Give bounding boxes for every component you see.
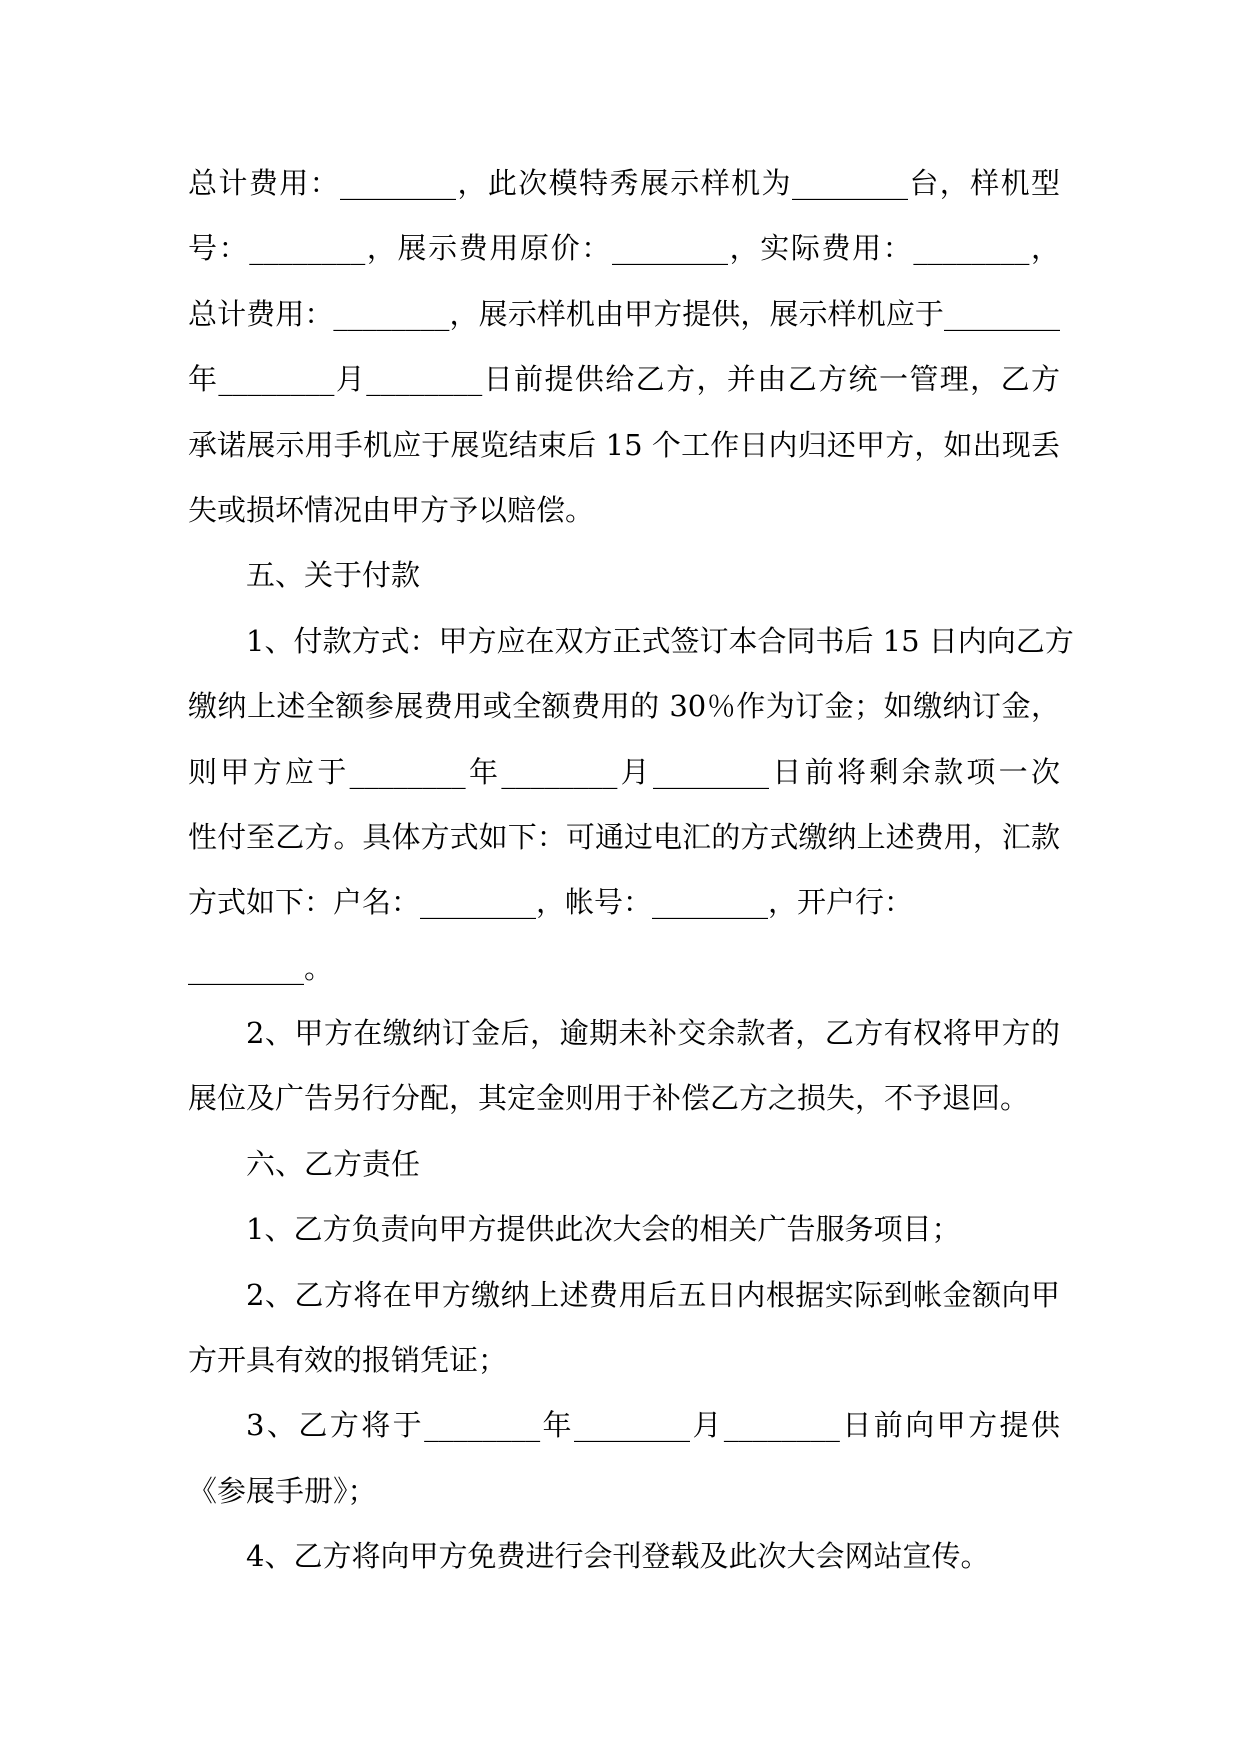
- text-line: 总计费用：________，此次模特秀展示样机为________台，样机型: [188, 166, 1060, 200]
- text-line: 《参展手册》；: [188, 1473, 377, 1508]
- text-line: 2、乙方将在甲方缴纳上述费用后五日内根据实际到帐金额向甲: [246, 1277, 1060, 1312]
- text-line: ________。: [188, 950, 334, 985]
- text-line: 展位及广告另行分配，其定金则用于补偿乙方之损失，不予退回。: [188, 1081, 1030, 1116]
- text-line: 则甲方应于________年________月________日前将剩余款项一次: [188, 754, 1060, 789]
- section-heading-party-b-duties: 六、乙方责任: [246, 1146, 421, 1181]
- text-line: 年________月________日前提供给乙方，并由乙方统一管理，乙方: [188, 362, 1060, 397]
- text-line: 承诺展示用手机应于展览结束后 15 个工作日内归还甲方，如出现丢: [188, 427, 1060, 462]
- text-line: 总计费用：________，展示样机由甲方提供，展示样机应于________: [188, 296, 1060, 331]
- text-line: 号：________，展示费用原价：________，实际费用：________，: [188, 231, 1060, 266]
- text-line: 1、乙方负责向甲方提供此次大会的相关广告服务项目；: [246, 1212, 961, 1247]
- text-line: 性付至乙方。具体方式如下：可通过电汇的方式缴纳上述费用，汇款: [188, 819, 1060, 854]
- text-line: 缴纳上述全额参展费用或全额费用的 30％作为订金；如缴纳订金，: [188, 689, 1060, 724]
- text-line: 3、乙方将于________年________月________日前向甲方提供: [246, 1408, 1060, 1443]
- section-heading-payment: 五、关于付款: [246, 558, 421, 593]
- text-line: 4、乙方将向甲方免费进行会刊登载及此次大会网站宣传。: [246, 1539, 990, 1574]
- text-line: 1、付款方式：甲方应在双方正式签订本合同书后 15 日内向乙方: [246, 623, 1074, 658]
- text-line: 失或损坏情况由甲方予以赔偿。: [188, 492, 595, 527]
- text-line: 方开具有效的报销凭证；: [188, 1343, 508, 1378]
- text-line: 方式如下：户名：________，帐号：________，开户行：: [188, 885, 914, 920]
- text-line: 2、甲方在缴纳订金后，逾期未补交余款者，乙方有权将甲方的: [246, 1016, 1060, 1051]
- document-body: [188, 158, 1074, 1597]
